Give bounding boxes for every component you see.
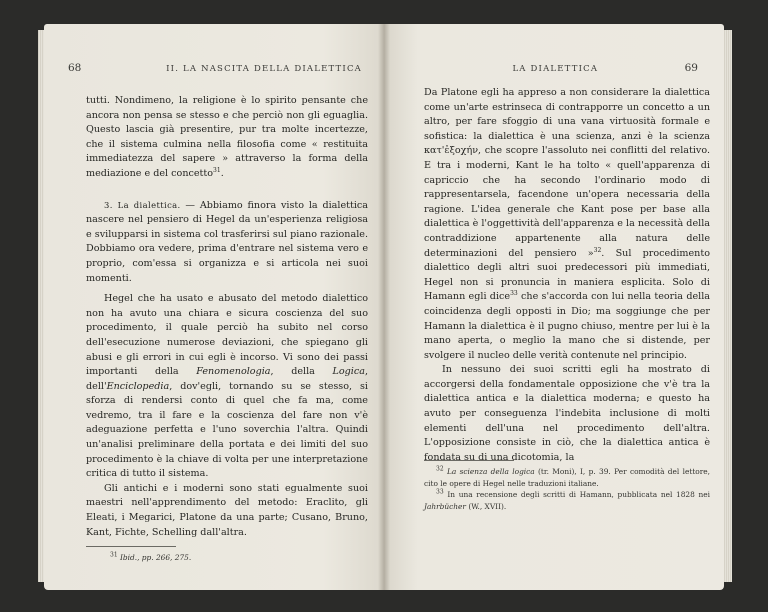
running-head: II. LA NASCITA DELLA DIALETTICA xyxy=(166,64,362,74)
footnote: $^{33}$ In una recensione degli scritti di Hamann, pubblicata nel 1828 nei Jahrbücher (W., XVII). xyxy=(424,488,710,511)
left-page xyxy=(44,24,384,590)
footnote: $^{32}$ La scienza della logica (tr. Moni), I, p. 39. Per comodità del lettore, cito le opere di Hegel nelle traduzioni italiane. xyxy=(424,465,710,488)
footnote: $^{31}$ Ibid., pp. 266, 275. xyxy=(110,551,192,562)
page-number: 68 xyxy=(68,62,82,74)
left-page-header xyxy=(68,62,362,74)
right-page-header xyxy=(426,62,698,74)
right-page xyxy=(384,24,724,590)
paragraph: Da Platone egli ha appreso a non considerare la dialettica come un'arte estrinseca di contrapporre un concetto a un altro, per fare sfoggio di una vana virtuosità formale e sofistica: la dialettica è una scienza, anzi è la scienza κατ'ἐξοχήν, che scopre l'assoluto nei conflitti del relativo. E tra i moderni, Kant le ha tolto « quell'apparenza di capriccio che ha secondo l'ordinario modo di rappresentarsela, facendone un'opera necessaria della ragione. L'idea generale che Kant pose per base alla dialettica è l'oggettività dell'apparenza e la necessità della contraddizione appartenente alla natura delle determinazioni del pensiero »$^{32}$. Sul procedimento dialettico degli altri suoi predecessori più immediati, Hegel non si pronuncia in maniera esplicita. Solo di Hamann egli dice$^{33}$ che s'accorda con lui nella teoria della coincidenza degli opposti in Dio; ma soggiunge che per Hamann la dialettica è il pugno chiuso, mentre per lui è la mano aperta, o meglio la mano che si distende, per svolgere il nucleo delle verità contenute nel principio. xyxy=(424,87,710,361)
left-footnotes xyxy=(98,552,358,564)
paragraph: In nessuno dei suoi scritti egli ha mostrato di accorgersi della fondamentale opposizione che v'è tra la dialettica antica e la dialettica moderna; e questo ha avuto per conseguenza l'indebita inclusione di molti elementi dell'una nel procedimento dell'altra. L'opposizione consiste in ciò, che la dialettica antica è fondata su di una dicotomia, la xyxy=(424,364,710,463)
paragraph: Hegel che ha usato e abusato del metodo dialettico non ha avuto una chiara e sicura coscienza del suo procedimento, il quale perciò ha subito nel corso dell'esecuzione numerose deviazioni, che spiegano gli abusi e gli errori in cui egli è incorso. Vi sono dei passi importanti della Fenomenologia, della Logica, dell'Enciclopedia, dov'egli, tornando su se stesso, si sforza di rendersi conto di quel che fa ma, come vedremo, tra il fare e la coscienza del fare non v'è adeguazione perfetta e l'uno soverchia l'altra. Quindi un'analisi preliminare della portata e dei limiti del suo procedimento è la chiave di volta per une interpretazione critica di tutto il sistema. xyxy=(86,293,368,480)
footnote-rule xyxy=(86,546,176,547)
footnote-ref: 31 xyxy=(213,166,221,174)
paragraph: 3. La dialettica. — Abbiamo finora visto la dialettica nascere nel pensiero di Hegel da un'esperienza religiosa e svilupparsi in sistema col trasferirsi sul piano razionale. Dobbiamo ora vedere, prima d'entrare nel sistema vero e proprio, com'essa si organizza e si articola nei suoi momenti. xyxy=(86,199,368,284)
page-number: 69 xyxy=(684,62,698,74)
paragraph: Gli antichi e i moderni sono stati egualmente suoi maestri nell'apprendimento del metodo: Eraclito, gli Eleati, i Megarici, Platone da una parte; Cusano, Bruno, Kant, Fichte, Schelling dall'altra. xyxy=(86,482,368,538)
footnote-ref: 32 xyxy=(593,246,602,254)
section-heading: 3. La dialettica. xyxy=(104,199,181,210)
right-footnotes xyxy=(424,466,710,512)
paragraph: tutti. Nondimeno, la religione è lo spirito pensante che ancora non pensa se stesso e che perciò non gli eguaglia. Questo lascia già presentire, pur tra molte incertezze, che il sistema culmina nella filosofia come « restituita immediatezza del sapere » attraverso la forma della mediazione e del concetto$^{31}$. xyxy=(86,95,368,179)
right-page-edges xyxy=(724,30,732,582)
footnote-ref: 33 xyxy=(510,290,518,298)
open-book xyxy=(44,24,724,590)
right-page-body xyxy=(424,86,710,465)
running-head: LA DIALETTICA xyxy=(512,64,599,74)
left-page-body xyxy=(86,94,368,540)
footnote-rule xyxy=(424,460,514,461)
